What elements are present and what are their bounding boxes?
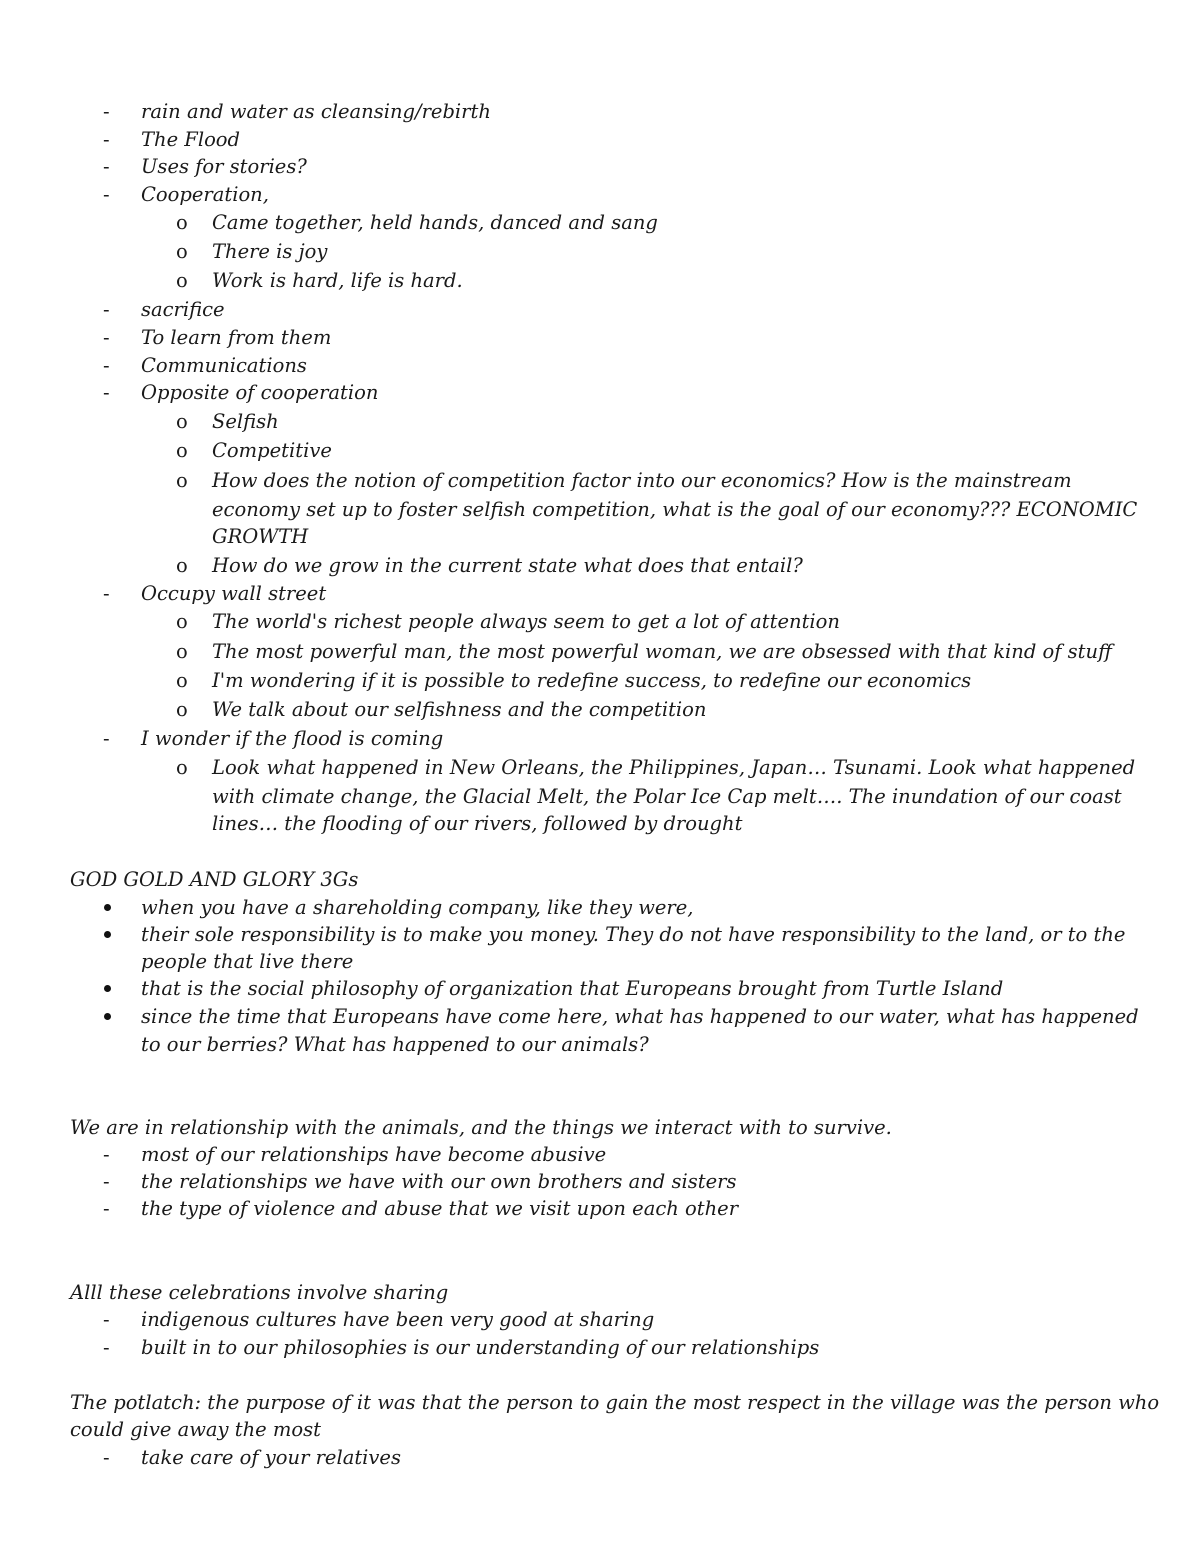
bullet-item-continued: to our berries? What has happened to our animals? [141, 1033, 649, 1056]
list-item: Cooperation, [141, 183, 269, 206]
sub-list-item-continued: GROWTH [212, 525, 309, 548]
sub-list-item: We talk about our selfishness and the competition [212, 698, 707, 721]
sub-list-item: How do we grow in the current state what does that entail? [212, 554, 803, 577]
bullet-item: since the time that Europeans have come here, what has happened to our water, what has happened [141, 1005, 1139, 1028]
list-item: Opposite of cooperation [141, 381, 379, 404]
list-item: sacrifice [141, 298, 225, 321]
bullet-item: that is the social philosophy of organization that Europeans brought from Turtle Island [141, 977, 1004, 1000]
circle-marker: o [176, 410, 188, 433]
bullet-dot [104, 1013, 111, 1020]
list-item: built in to our philosophies is our understanding of our relationships [141, 1336, 820, 1359]
list-item: Communications [141, 354, 307, 377]
section-heading-potlatch-continued: could give away the most [70, 1418, 321, 1441]
sub-list-item-continued: lines… the flooding of our rivers, followed by drought [212, 812, 743, 835]
dash-marker: - [103, 100, 110, 123]
bullet-dot [104, 931, 111, 938]
list-item: I wonder if the flood is coming [141, 727, 444, 750]
section-heading-relationship: We are in relationship with the animals, and the things we interact with to survive. [70, 1116, 892, 1139]
dash-marker: - [103, 1170, 110, 1193]
list-item: Uses for stories? [141, 155, 307, 178]
list-item: take care of your relatives [141, 1446, 401, 1469]
sub-list-item-continued: economy set up to foster selfish competition, what is the goal of our economy??? ECONOMIC [212, 498, 1138, 521]
list-item: rain and water as cleansing/rebirth [141, 100, 491, 123]
list-item: the relationships we have with our own brothers and sisters [141, 1170, 737, 1193]
sub-list-item: Selfish [212, 410, 279, 433]
sub-list-item: The world's richest people always seem to get a lot of attention [212, 610, 840, 633]
sub-list-item-continued: with climate change, the Glacial Melt, the Polar Ice Cap melt…. The inundation of our coast [212, 785, 1122, 808]
list-item: To learn from them [141, 326, 332, 349]
sub-list-item: Work is hard, life is hard. [212, 269, 463, 292]
dash-marker: - [103, 582, 110, 605]
circle-marker: o [176, 610, 188, 633]
list-item: The Flood [141, 128, 241, 151]
sub-list-item: How does the notion of competition factor into our economics? How is the mainstream [212, 469, 1072, 492]
bullet-dot [104, 985, 111, 992]
sub-list-item: The most powerful man, the most powerful woman, we are obsessed with that kind of stuff [212, 640, 1112, 663]
circle-marker: o [176, 240, 188, 263]
circle-marker: o [176, 640, 188, 663]
circle-marker: o [176, 439, 188, 462]
bullet-item: their sole responsibility is to make you money. They do not have responsibility to the land, or to the [141, 923, 1126, 946]
dash-marker: - [103, 1197, 110, 1220]
dash-marker: - [103, 298, 110, 321]
circle-marker: o [176, 469, 188, 492]
circle-marker: o [176, 698, 188, 721]
circle-marker: o [176, 554, 188, 577]
dash-marker: - [103, 1446, 110, 1469]
sub-list-item: I'm wondering if it is possible to redefine success, to redefine our economics [212, 669, 972, 692]
dash-marker: - [103, 1336, 110, 1359]
sub-list-item: Look what happened in New Orleans, the Philippines, Japan… Tsunami. Look what happened [212, 756, 1136, 779]
sub-list-item: There is joy [212, 240, 328, 263]
dash-marker: - [103, 354, 110, 377]
bullet-item: when you have a shareholding company, like they were, [141, 896, 694, 919]
section-heading-sharing: Alll these celebrations involve sharing [70, 1281, 449, 1304]
circle-marker: o [176, 269, 188, 292]
dash-marker: - [103, 1308, 110, 1331]
dash-marker: - [103, 183, 110, 206]
list-item: Occupy wall street [141, 582, 327, 605]
bullet-dot [104, 904, 111, 911]
dash-marker: - [103, 1143, 110, 1166]
circle-marker: o [176, 669, 188, 692]
sub-list-item: Competitive [212, 439, 332, 462]
bullet-item-continued: people that live there [141, 950, 354, 973]
circle-marker: o [176, 211, 188, 234]
sub-list-item: Came together, held hands, danced and sang [212, 211, 658, 234]
dash-marker: - [103, 155, 110, 178]
dash-marker: - [103, 128, 110, 151]
list-item: the type of violence and abuse that we visit upon each other [141, 1197, 739, 1220]
dash-marker: - [103, 326, 110, 349]
section-heading-potlatch: The potlatch: the purpose of it was that the person to gain the most respect in the village was the person who [70, 1391, 1160, 1414]
list-item: indigenous cultures have been very good at sharing [141, 1308, 655, 1331]
dash-marker: - [103, 381, 110, 404]
list-item: most of our relationships have become abusive [141, 1143, 607, 1166]
dash-marker: - [103, 727, 110, 750]
section-heading-3gs: GOD GOLD AND GLORY 3Gs [70, 868, 359, 891]
circle-marker: o [176, 756, 188, 779]
